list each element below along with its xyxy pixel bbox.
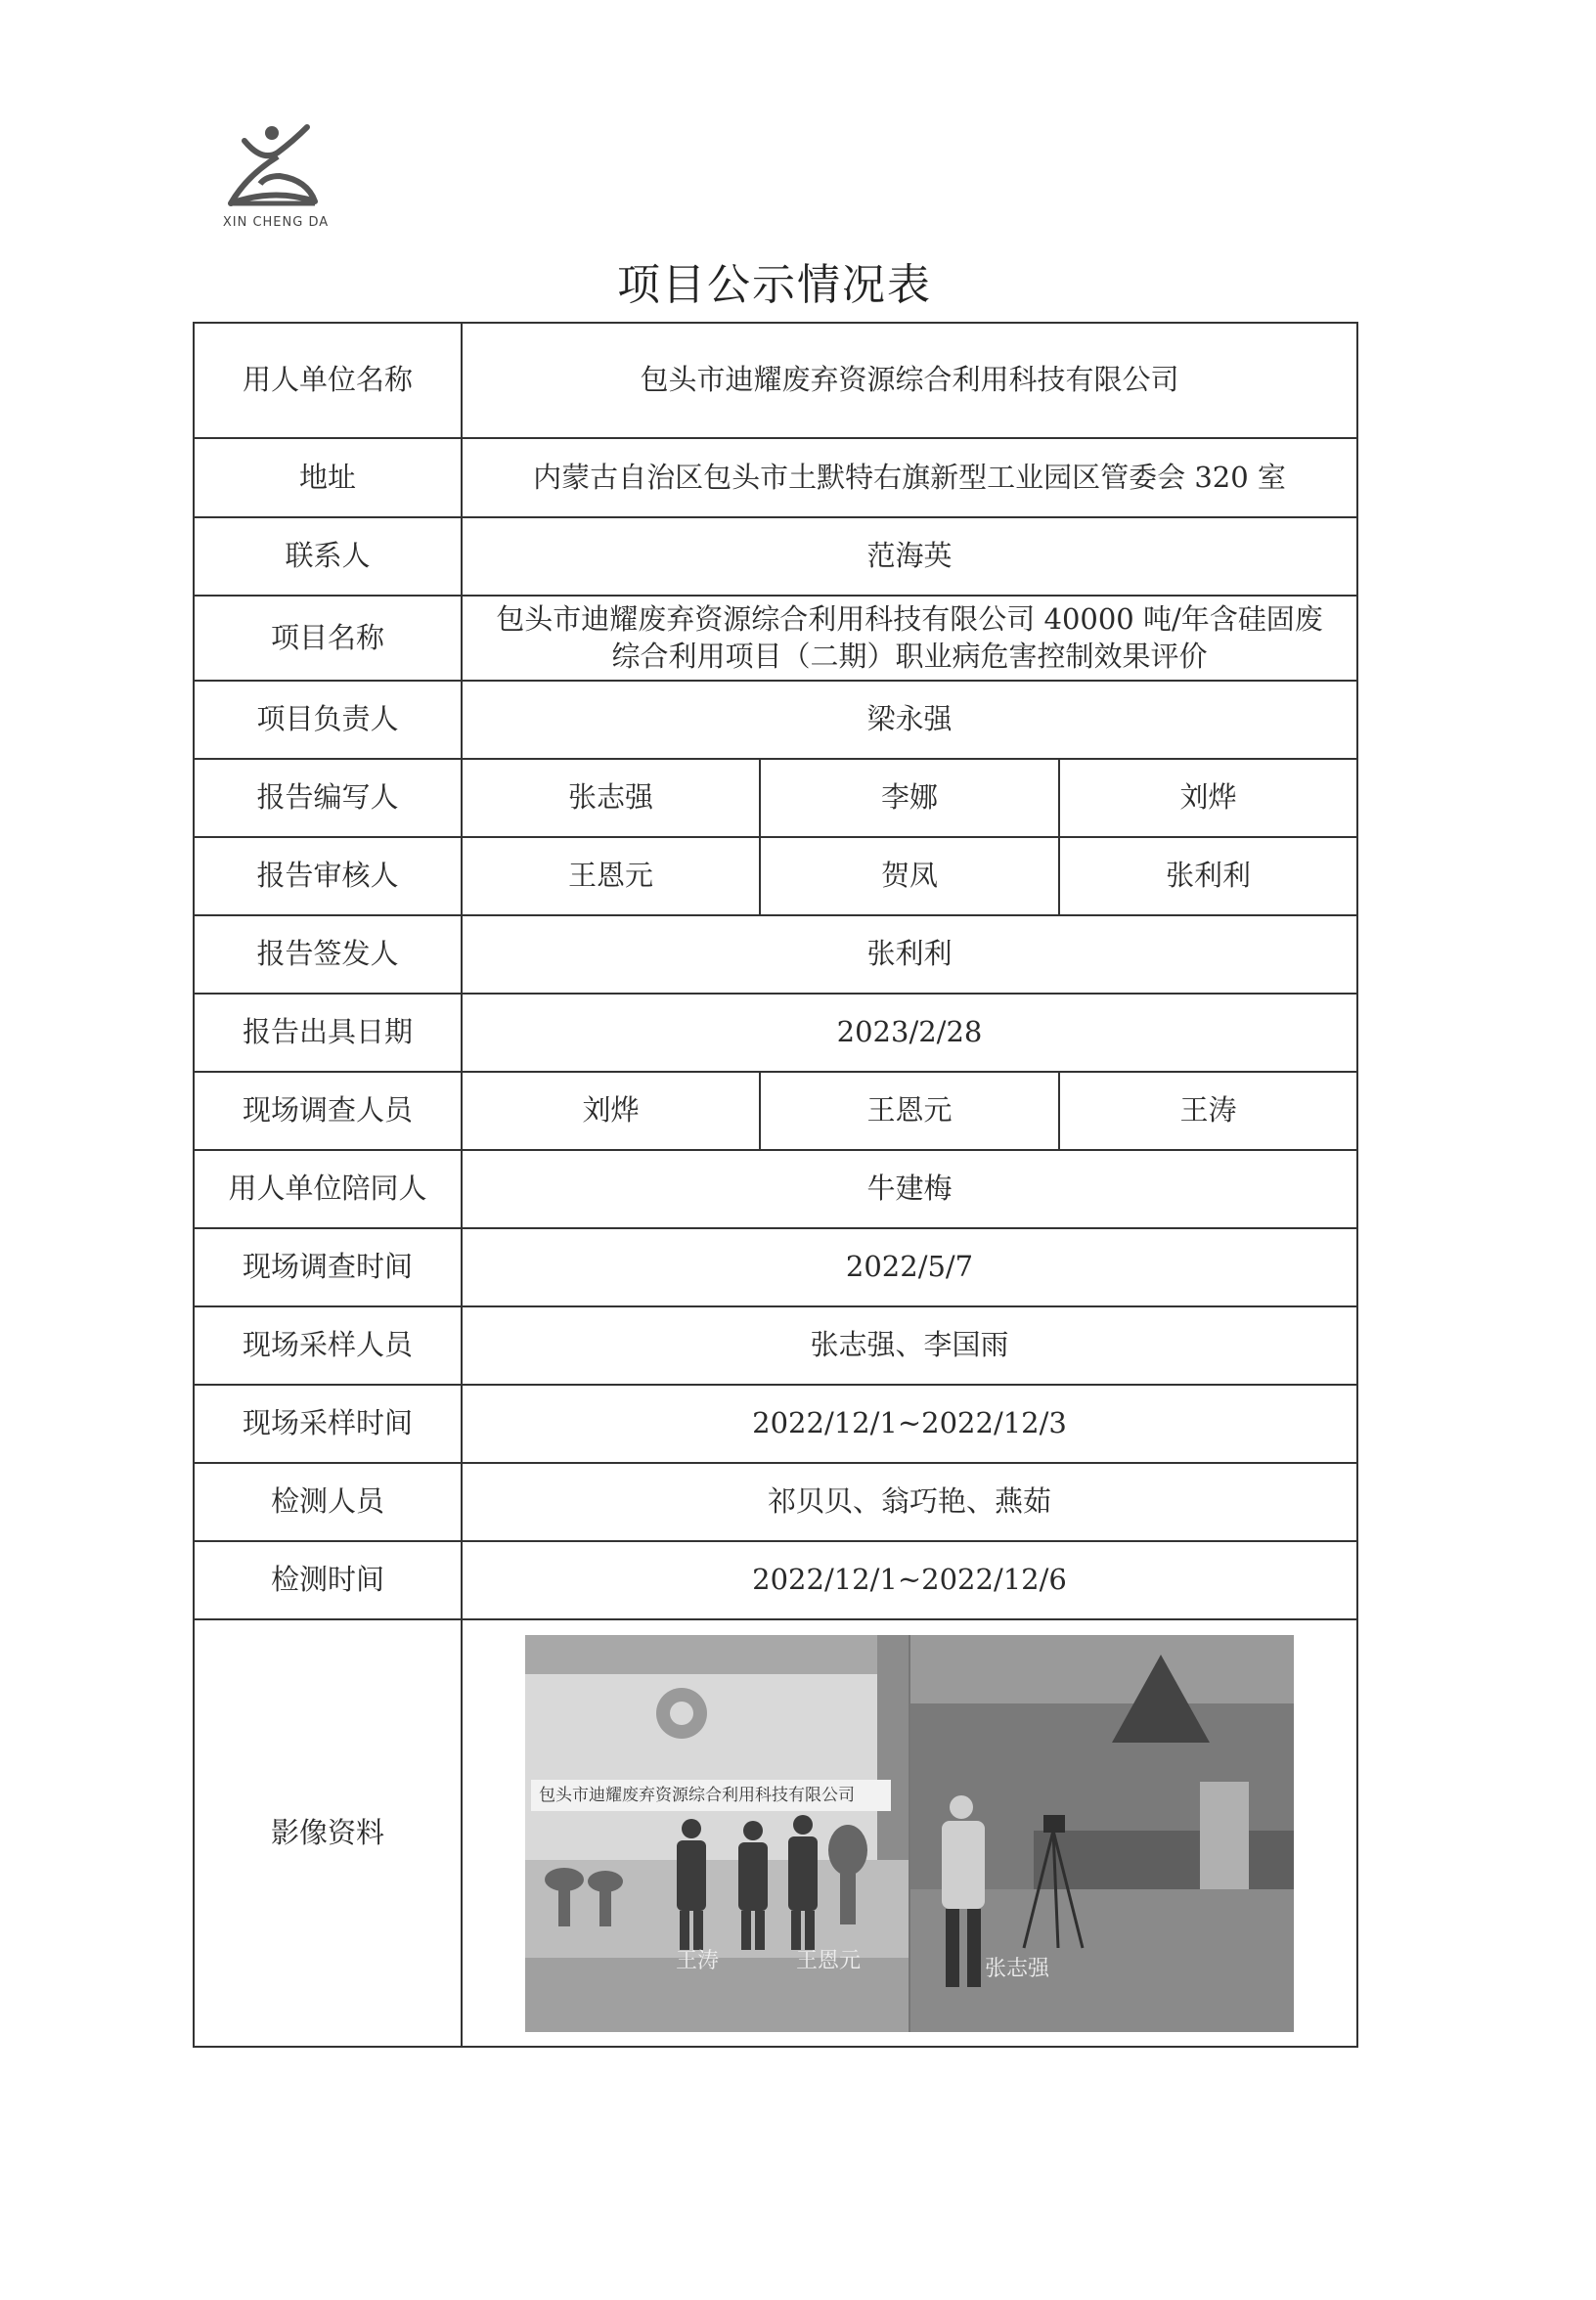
row-label: 报告出具日期 (194, 994, 462, 1072)
company-logo (217, 119, 334, 237)
row-label: 现场采样人员 (194, 1306, 462, 1385)
contact-value: 范海英 (462, 517, 1357, 596)
table-row-report-reviewers (194, 837, 1357, 915)
row-label: 影像资料 (194, 1619, 462, 2047)
row-label: 现场调查时间 (194, 1228, 462, 1306)
row-label: 报告编写人 (194, 759, 462, 837)
logo-text: XIN CHENG DA (222, 215, 330, 230)
site-investigator: 王恩元 (760, 1072, 1059, 1150)
site-sampling-time-value: 2022/12/1~2022/12/3 (462, 1385, 1357, 1463)
row-label: 项目负责人 (194, 681, 462, 759)
row-label: 用人单位陪同人 (194, 1150, 462, 1228)
table-row-site-sampling-time (194, 1385, 1357, 1463)
table-row-contact (194, 517, 1357, 596)
row-label: 联系人 (194, 517, 462, 596)
project-name-line-2: 综合利用项目（二期）职业病危害控制效果评价 (611, 639, 1208, 673)
row-label: 报告审核人 (194, 837, 462, 915)
photo-caption: 张志强 (985, 1957, 1050, 1981)
row-label: 地址 (194, 438, 462, 517)
employer-escort-value: 牛建梅 (462, 1150, 1357, 1228)
project-info-table (193, 322, 1358, 2048)
table-row-site-samplers (194, 1306, 1357, 1385)
report-writer: 李娜 (760, 759, 1059, 837)
row-label: 现场采样时间 (194, 1385, 462, 1463)
running-figure-logo-icon (217, 119, 334, 217)
row-label: 检测时间 (194, 1541, 462, 1619)
project-lead-value: 梁永强 (462, 681, 1357, 759)
report-reviewer: 贺凤 (760, 837, 1059, 915)
table-row-project-lead (194, 681, 1357, 759)
row-label: 报告签发人 (194, 915, 462, 994)
images-cell (462, 1619, 1357, 2047)
project-name-value (462, 596, 1357, 681)
site-investigation-time-value: 2022/5/7 (462, 1228, 1357, 1306)
table-row-images (194, 1619, 1357, 2047)
report-issuer-value: 张利利 (462, 915, 1357, 994)
row-label: 项目名称 (194, 596, 462, 681)
table-row-employer-escort (194, 1150, 1357, 1228)
report-writer: 张志强 (462, 759, 760, 837)
table-row-address (194, 438, 1357, 517)
project-name-line-1: 包头市迪耀废弃资源综合利用科技有限公司 40000 吨/年含硅固废 (496, 601, 1323, 636)
photo-sign-text: 包头市迪耀废弃资源综合利用科技有限公司 (531, 1780, 891, 1811)
site-photos (525, 1635, 1294, 2032)
site-investigator: 刘烨 (462, 1072, 760, 1150)
photo-strip (525, 1635, 1294, 2032)
table-row-report-issuer (194, 915, 1357, 994)
table-row-testers (194, 1463, 1357, 1541)
table-row-project-name (194, 596, 1357, 681)
report-writer: 刘烨 (1059, 759, 1357, 837)
testing-time-value: 2022/12/1~2022/12/6 (462, 1541, 1357, 1619)
table-row-testing-time (194, 1541, 1357, 1619)
report-reviewer: 张利利 (1059, 837, 1357, 915)
address-value: 内蒙古自治区包头市土默特右旗新型工业园区管委会 320 室 (462, 438, 1357, 517)
report-reviewer: 王恩元 (462, 837, 760, 915)
table-row-report-writers (194, 759, 1357, 837)
photo-caption: 王恩元 (796, 1949, 862, 1973)
row-label: 现场调查人员 (194, 1072, 462, 1150)
page-title: 项目公示情况表 (617, 260, 932, 310)
testers-value: 祁贝贝、翁巧艳、燕茹 (462, 1463, 1357, 1541)
photo-caption: 王涛 (676, 1949, 720, 1973)
site-investigator: 王涛 (1059, 1072, 1357, 1150)
site-samplers-value: 张志强、李国雨 (462, 1306, 1357, 1385)
row-label: 用人单位名称 (194, 323, 462, 438)
table-row-report-date (194, 994, 1357, 1072)
row-label: 检测人员 (194, 1463, 462, 1541)
table-row-site-investigators (194, 1072, 1357, 1150)
table-row-site-investigation-time (194, 1228, 1357, 1306)
table-row-employer-name (194, 323, 1357, 438)
report-date-value: 2023/2/28 (462, 994, 1357, 1072)
employer-name-value: 包头市迪耀废弃资源综合利用科技有限公司 (462, 323, 1357, 438)
